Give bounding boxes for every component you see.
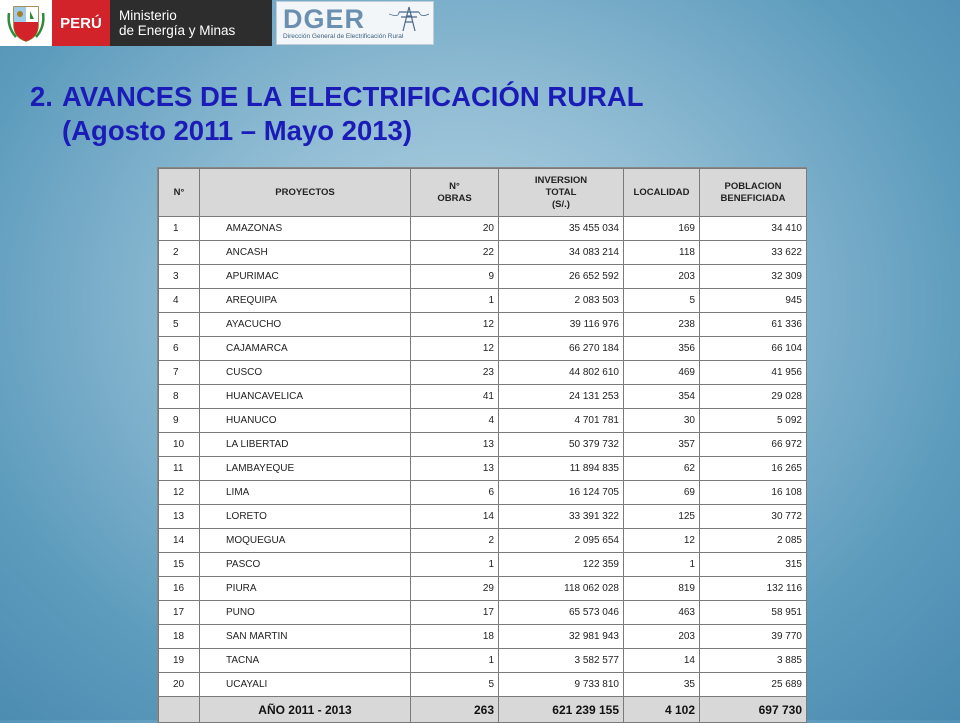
col-obras-cell: 1 — [411, 649, 499, 673]
dger-logo — [276, 1, 434, 45]
col-proyectos-cell: APURIMAC — [200, 265, 411, 289]
table-row — [159, 409, 807, 433]
title-line2: (Agosto 2011 – Mayo 2013) — [62, 115, 413, 146]
col-inversion-cell: 66 270 184 — [499, 337, 624, 361]
col-number-cell: 8 — [159, 385, 200, 409]
col-localidad-cell: 357 — [624, 433, 700, 457]
table-row — [159, 433, 807, 457]
col-poblacion-cell: 41 956 — [700, 361, 807, 385]
total-inversion: 621 239 155 — [499, 697, 624, 723]
col-proyectos-cell: CAJAMARCA — [200, 337, 411, 361]
slide-title — [30, 80, 644, 148]
header-text: (S/.) — [552, 198, 570, 210]
table-row — [159, 385, 807, 409]
col-localidad-cell: 125 — [624, 505, 700, 529]
col-inversion-cell: 122 359 — [499, 553, 624, 577]
col-number-cell: 7 — [159, 361, 200, 385]
col-proyectos-cell: LA LIBERTAD — [200, 433, 411, 457]
header-text: POBLACION — [724, 180, 782, 192]
col-localidad-cell: 463 — [624, 601, 700, 625]
col-obras-cell: 23 — [411, 361, 499, 385]
col-obras-cell: 13 — [411, 457, 499, 481]
col-proyectos-cell: SAN MARTIN — [200, 625, 411, 649]
col-localidad-cell: 69 — [624, 481, 700, 505]
table-header-row — [159, 169, 807, 217]
col-obras-cell: 9 — [411, 265, 499, 289]
col-obras-cell: 17 — [411, 601, 499, 625]
col-inversion-cell: 34 083 214 — [499, 241, 624, 265]
col-number-cell: 9 — [159, 409, 200, 433]
col-proyectos-cell: AMAZONAS — [200, 217, 411, 241]
total-poblacion: 697 730 — [700, 697, 807, 723]
col-poblacion-cell: 132 116 — [700, 577, 807, 601]
col-poblacion-cell: 16 108 — [700, 481, 807, 505]
col-obras-cell: 20 — [411, 217, 499, 241]
table-row — [159, 601, 807, 625]
col-number-cell: 16 — [159, 577, 200, 601]
col-number-cell: 11 — [159, 457, 200, 481]
col-poblacion-cell: 61 336 — [700, 313, 807, 337]
col-inversion-cell: 26 652 592 — [499, 265, 624, 289]
col-proyectos-cell: CUSCO — [200, 361, 411, 385]
col-inversion-cell: 32 981 943 — [499, 625, 624, 649]
col-localidad-cell: 62 — [624, 457, 700, 481]
col-inversion-cell: 33 391 322 — [499, 505, 624, 529]
col-localidad-cell: 30 — [624, 409, 700, 433]
power-tower-icon — [389, 4, 429, 32]
col-number-cell: 15 — [159, 553, 200, 577]
col-obras-cell: 1 — [411, 553, 499, 577]
total-blank-cell — [159, 697, 200, 723]
table-row — [159, 361, 807, 385]
col-obras-cell: 22 — [411, 241, 499, 265]
col-inversion-cell: 50 379 732 — [499, 433, 624, 457]
col-number-cell: 4 — [159, 289, 200, 313]
header-col-obras — [411, 169, 499, 217]
minem-logo — [0, 0, 272, 46]
col-inversion-cell: 44 802 610 — [499, 361, 624, 385]
col-localidad-cell: 35 — [624, 673, 700, 697]
col-number-cell: 1 — [159, 217, 200, 241]
col-obras-cell: 4 — [411, 409, 499, 433]
col-localidad-cell: 12 — [624, 529, 700, 553]
col-obras-cell: 41 — [411, 385, 499, 409]
col-inversion-cell: 118 062 028 — [499, 577, 624, 601]
col-localidad-cell: 354 — [624, 385, 700, 409]
col-poblacion-cell: 34 410 — [700, 217, 807, 241]
col-obras-cell: 5 — [411, 673, 499, 697]
col-proyectos-cell: AREQUIPA — [200, 289, 411, 313]
col-localidad-cell: 203 — [624, 265, 700, 289]
header-col-number — [159, 169, 200, 217]
col-number-cell: 19 — [159, 649, 200, 673]
col-localidad-cell: 1 — [624, 553, 700, 577]
table-row — [159, 217, 807, 241]
col-obras-cell: 2 — [411, 529, 499, 553]
ministerio-line1: Ministerio — [119, 8, 177, 23]
col-proyectos-cell: PUNO — [200, 601, 411, 625]
col-localidad-cell: 203 — [624, 625, 700, 649]
table-row — [159, 313, 807, 337]
col-inversion-cell: 3 582 577 — [499, 649, 624, 673]
col-proyectos-cell: LORETO — [200, 505, 411, 529]
dger-subtitle: Dirección General de Electrificación Rural — [283, 33, 404, 40]
electrification-table — [158, 168, 806, 723]
col-proyectos-cell: LIMA — [200, 481, 411, 505]
col-proyectos-cell: MOQUEGUA — [200, 529, 411, 553]
col-number-cell: 5 — [159, 313, 200, 337]
col-poblacion-cell: 30 772 — [700, 505, 807, 529]
col-obras-cell: 29 — [411, 577, 499, 601]
total-label: AÑO 2011 - 2013 — [200, 697, 411, 723]
col-number-cell: 14 — [159, 529, 200, 553]
peru-label: PERÚ — [52, 0, 110, 46]
col-obras-cell: 13 — [411, 433, 499, 457]
header-text: INVERSION — [534, 174, 588, 186]
table-body — [159, 217, 807, 723]
table-row — [159, 673, 807, 697]
col-poblacion-cell: 945 — [700, 289, 807, 313]
total-localidad: 4 102 — [624, 697, 700, 723]
col-obras-cell: 12 — [411, 313, 499, 337]
col-localidad-cell: 14 — [624, 649, 700, 673]
col-poblacion-cell: 66 104 — [700, 337, 807, 361]
col-inversion-cell: 35 455 034 — [499, 217, 624, 241]
col-inversion-cell: 39 116 976 — [499, 313, 624, 337]
col-localidad-cell: 469 — [624, 361, 700, 385]
col-localidad-cell: 356 — [624, 337, 700, 361]
table-row — [159, 241, 807, 265]
col-obras-cell: 14 — [411, 505, 499, 529]
col-poblacion-cell: 29 028 — [700, 385, 807, 409]
col-number-cell: 3 — [159, 265, 200, 289]
table-row — [159, 625, 807, 649]
col-number-cell: 6 — [159, 337, 200, 361]
col-inversion-cell: 2 083 503 — [499, 289, 624, 313]
col-obras-cell: 12 — [411, 337, 499, 361]
table-row — [159, 289, 807, 313]
col-localidad-cell: 819 — [624, 577, 700, 601]
table-row — [159, 577, 807, 601]
col-proyectos-cell: AYACUCHO — [200, 313, 411, 337]
col-proyectos-cell: PASCO — [200, 553, 411, 577]
table-row — [159, 529, 807, 553]
table-row — [159, 337, 807, 361]
col-number-cell: 13 — [159, 505, 200, 529]
header-col-poblacion — [700, 169, 807, 217]
table-row — [159, 481, 807, 505]
header-text: N° — [449, 180, 460, 192]
header-text: TOTAL — [545, 186, 577, 198]
table-row — [159, 553, 807, 577]
col-number-cell: 18 — [159, 625, 200, 649]
header-logos — [0, 0, 434, 46]
col-obras-cell: 18 — [411, 625, 499, 649]
col-inversion-cell: 4 701 781 — [499, 409, 624, 433]
title-number: 2. — [30, 81, 53, 112]
header-text: LOCALIDAD — [633, 186, 690, 198]
col-proyectos-cell: UCAYALI — [200, 673, 411, 697]
col-localidad-cell: 5 — [624, 289, 700, 313]
table-row — [159, 265, 807, 289]
col-localidad-cell: 238 — [624, 313, 700, 337]
col-poblacion-cell: 2 085 — [700, 529, 807, 553]
header-text: PROYECTOS — [275, 186, 335, 198]
col-poblacion-cell: 5 092 — [700, 409, 807, 433]
col-proyectos-cell: HUANCAVELICA — [200, 385, 411, 409]
header-col-proyectos — [200, 169, 411, 217]
col-obras-cell: 1 — [411, 289, 499, 313]
col-poblacion-cell: 25 689 — [700, 673, 807, 697]
col-proyectos-cell: ANCASH — [200, 241, 411, 265]
col-inversion-cell: 11 894 835 — [499, 457, 624, 481]
col-poblacion-cell: 32 309 — [700, 265, 807, 289]
col-number-cell: 2 — [159, 241, 200, 265]
col-number-cell: 10 — [159, 433, 200, 457]
col-poblacion-cell: 315 — [700, 553, 807, 577]
title-line1: AVANCES DE LA ELECTRIFICACIÓN RURAL — [62, 81, 644, 112]
col-localidad-cell: 118 — [624, 241, 700, 265]
header-text: N° — [173, 186, 185, 198]
ministerio-line2: de Energía y Minas — [119, 23, 236, 38]
dger-name: DGER — [283, 4, 366, 34]
col-number-cell: 17 — [159, 601, 200, 625]
col-localidad-cell: 169 — [624, 217, 700, 241]
col-inversion-cell: 65 573 046 — [499, 601, 624, 625]
table-row — [159, 649, 807, 673]
col-inversion-cell: 9 733 810 — [499, 673, 624, 697]
col-poblacion-cell: 66 972 — [700, 433, 807, 457]
col-proyectos-cell: TACNA — [200, 649, 411, 673]
coat-of-arms-icon — [0, 0, 52, 46]
header-text: OBRAS — [437, 192, 472, 204]
col-inversion-cell: 24 131 253 — [499, 385, 624, 409]
col-poblacion-cell: 58 951 — [700, 601, 807, 625]
col-inversion-cell: 2 095 654 — [499, 529, 624, 553]
col-obras-cell: 6 — [411, 481, 499, 505]
total-obras: 263 — [411, 697, 499, 723]
col-poblacion-cell: 33 622 — [700, 241, 807, 265]
total-row — [159, 697, 807, 723]
col-number-cell: 20 — [159, 673, 200, 697]
col-poblacion-cell: 3 885 — [700, 649, 807, 673]
header-col-inversion — [499, 169, 624, 217]
col-number-cell: 12 — [159, 481, 200, 505]
table-row — [159, 505, 807, 529]
header-text: BENEFICIADA — [720, 192, 786, 204]
col-proyectos-cell: HUANUCO — [200, 409, 411, 433]
col-proyectos-cell: PIURA — [200, 577, 411, 601]
col-poblacion-cell: 39 770 — [700, 625, 807, 649]
ministerio-label — [110, 0, 272, 46]
col-inversion-cell: 16 124 705 — [499, 481, 624, 505]
col-poblacion-cell: 16 265 — [700, 457, 807, 481]
header-col-localidad — [624, 169, 700, 217]
table-row — [159, 457, 807, 481]
col-proyectos-cell: LAMBAYEQUE — [200, 457, 411, 481]
